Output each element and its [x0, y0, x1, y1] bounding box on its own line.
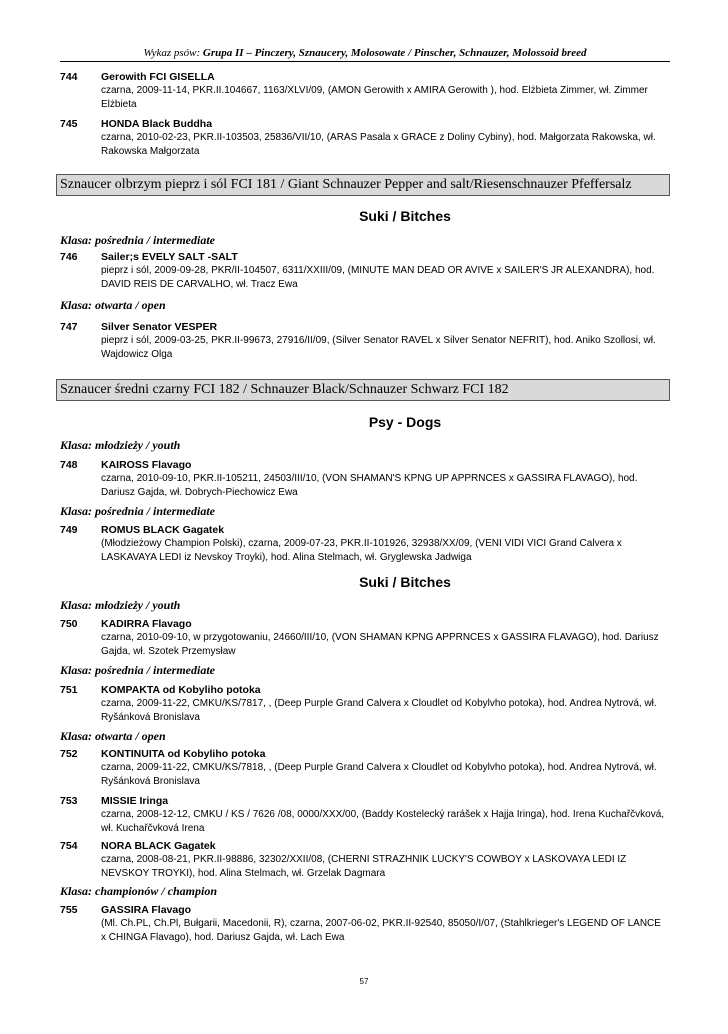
entry-number: 750	[60, 618, 78, 630]
header-title: Grupa II – Pinczery, Sznaucery, Molosowate / Pinscher, Schnauzer, Molossoid breed	[202, 47, 587, 59]
dog-name: HONDA Black Buddha	[101, 118, 213, 130]
class-heading: Klasa: championów / champion	[60, 884, 218, 898]
entry-number: 746	[60, 251, 78, 263]
entry-number: 751	[60, 684, 78, 696]
dog-name: Sailer;s EVELY SALT -SALT	[101, 251, 238, 263]
entry-number: 753	[60, 795, 78, 807]
dog-details: czarna, 2009-11-22, CMKU/KS/7818, , (Deep Purple Grand Calvera x Cloudlet od Kobylvho potoka), hod. Andrea Nytrová, wł. Ryšánková Bronislava	[101, 762, 657, 787]
dog-name: NORA BLACK Gagatek	[101, 840, 216, 852]
header-rule	[60, 61, 670, 62]
class-heading: Klasa: młodzieży / youth	[60, 438, 181, 452]
dog-details: czarna, 2010-09-10, PKR.II-105211, 24503/III/10, (VON SHAMAN'S KPNG UP APPRNCES x GASSIRA FLAVAGO), hod. Dariusz Gajda, wł. Dobrych-Piechowicz Ewa	[101, 473, 638, 498]
entry-number: 744	[60, 71, 78, 83]
dog-details: pieprz i sól, 2009-09-28, PKR/II-104507, 6311/XXIII/09, (MINUTE MAN DEAD OR AVIVE x SAILER'S JR ALEXANDRA), hod. DAVID REIS DE CARVALHO, wł. Tracz Ewa	[101, 265, 655, 290]
dog-name: KONTINUITA od Kobyliho potoka	[101, 748, 266, 760]
dog-name: MISSIE Iringa	[101, 795, 169, 807]
entry-number: 747	[60, 321, 78, 333]
dog-name: Gerowith FCI GISELLA	[101, 71, 215, 83]
dog-name: KADIRRA Flavago	[101, 618, 192, 630]
dog-details: czarna, 2009-11-14, PKR.II.104667, 1163/XLVI/09, (AMON Gerowith x AMIRA Gerowith ), hod. Elżbieta Zimmer, wł. Zimmer Elżbieta	[101, 85, 648, 110]
class-heading: Klasa: pośrednia / intermediate	[60, 504, 216, 518]
entry-number: 752	[60, 748, 78, 760]
class-heading: Klasa: otwarta / open	[60, 729, 166, 743]
sex-heading: Suki / Bitches	[359, 208, 451, 224]
dog-details: czarna, 2010-09-10, w przygotowaniu, 24660/III/10, (VON SHAMAN KPNG APPRNCES x GASSIRA FLAVAGO), hod. Dariusz Gajda, wł. Szotek Przemysław	[101, 632, 659, 657]
sex-heading: Suki / Bitches	[359, 574, 451, 590]
dog-details: czarna, 2010-02-23, PKR.II-103503, 25836/VII/10, (ARAS Pasala x GRACE z Doliny Cybiny), hod. Małgorzata Rakowska, wł. Rakowska Małgorzata	[101, 132, 656, 157]
entry-number: 749	[60, 524, 78, 536]
class-heading: Klasa: pośrednia / intermediate	[60, 663, 216, 677]
dog-details: czarna, 2009-11-22, CMKU/KS/7817, , (Deep Purple Grand Calvera x Cloudlet od Kobylvho potoka), hod. Andrea Nytrová, wł. Ryšánková Bronislava	[101, 698, 657, 723]
dog-details: czarna, 2008-08-21, PKR.II-98886, 32302/XXII/08, (CHERNI STRAZHNIK LUCKY'S COWBOY x LASKOVAYA LEDI IZ NEVSKOY TROYKI), hod. Alina Stelmach, wł. Grzelak Dagmara	[101, 854, 627, 879]
page-header	[60, 47, 670, 59]
dog-name: ROMUS BLACK Gagatek	[101, 524, 225, 536]
breed-heading: Sznaucer średni czarny FCI 182 / Schnauzer Black/Schnauzer Schwarz FCI 182	[56, 379, 670, 401]
dog-details: (Ml. Ch.PL, Ch.Pl, Bułgarii, Macedonii, R), czarna, 2007-06-02, PKR.II-92540, 85050/I/07, (Stahlkrieger's LEGEND OF LANCE x CHINGA Flavago), hod. Dariusz Gajda, wł. Lach Ewa	[101, 918, 661, 943]
header-lead: Wykaz psów:	[143, 47, 203, 59]
class-heading: Klasa: młodzieży / youth	[60, 598, 181, 612]
dog-name: GASSIRA Flavago	[101, 904, 192, 916]
dog-name: KOMPAKTA od Kobyliho potoka	[101, 684, 261, 696]
dog-name: Silver Senator VESPER	[101, 321, 218, 333]
dog-details: pieprz i sól, 2009-03-25, PKR.II-99673, 27916/II/09, (Silver Senator RAVEL x Silver Senator NEFRIT), hod. Aniko Szollosi, wł. Wajdowicz Olga	[101, 335, 656, 360]
breed-heading: Sznaucer olbrzym pieprz i sól FCI 181 / Giant Schnauzer Pepper and salt/Riesenschnauzer Pfeffersalz	[56, 174, 670, 196]
dog-details: czarna, 2008-12-12, CMKU / KS / 7626 /08, 0000/XXX/00, (Baddy Kostelecký rarášek x Hajja Iringa), hod. Irena Kuchařčvková, wł. Kuchařčvková Irena	[101, 809, 665, 834]
dog-name: KAIROSS Flavago	[101, 459, 192, 471]
entry-number: 755	[60, 904, 78, 916]
page-number: 57	[359, 977, 369, 986]
class-heading: Klasa: otwarta / open	[60, 298, 166, 312]
sex-heading: Psy - Dogs	[368, 414, 442, 430]
entry-number: 748	[60, 459, 78, 471]
entry-number: 745	[60, 118, 78, 130]
dog-details: (Młodzieżowy Champion Polski), czarna, 2009-07-23, PKR.II-101926, 32938/XX/09, (VENI VIDI VICI Grand Calvera x LASKAVAYA LEDI iz Nevskoy Troyki), hod. Alina Stelmach, wł. Gryglewska Jadwiga	[101, 538, 622, 563]
class-heading: Klasa: pośrednia / intermediate	[60, 233, 216, 247]
entry-number: 754	[60, 840, 78, 852]
